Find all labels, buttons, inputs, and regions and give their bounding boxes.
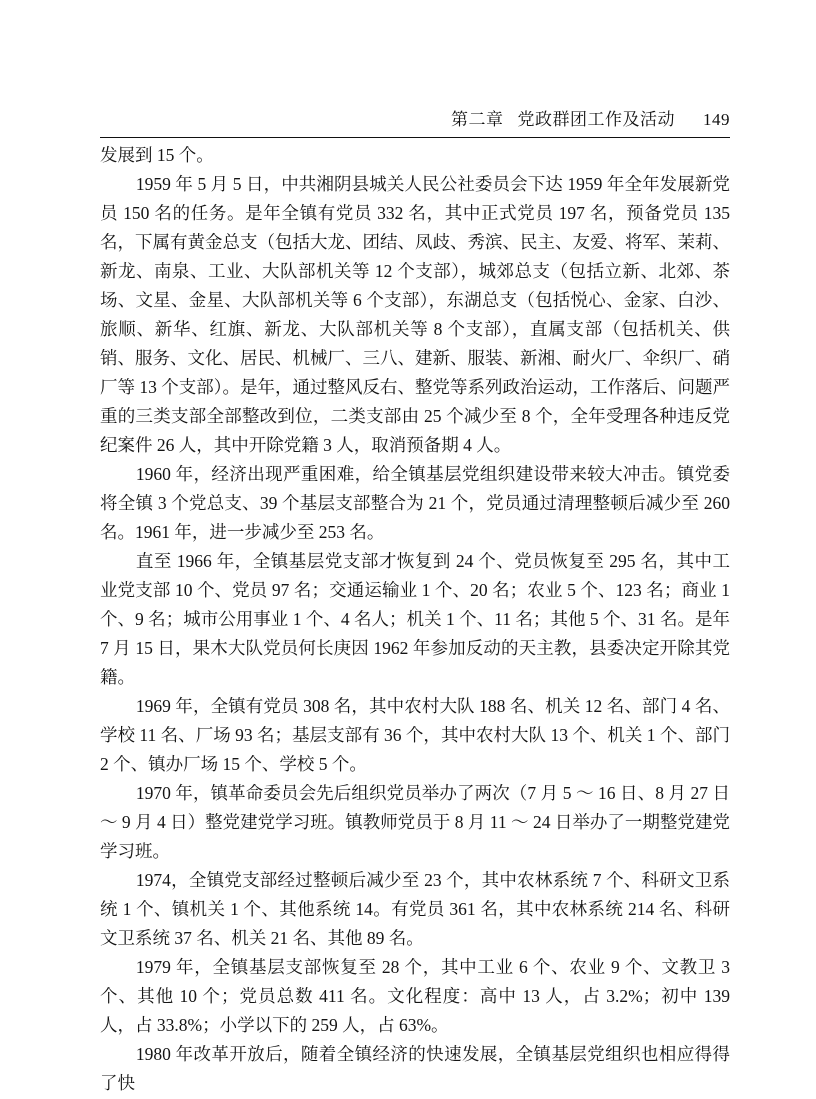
chapter-label: 第二章 — [451, 110, 504, 129]
paragraph-1980: 1980 年改革开放后，随着全镇经济的快速发展，全镇基层党组织也相应得得了快 — [100, 1044, 730, 1093]
page-number: 149 — [703, 110, 730, 129]
paragraph-1979: 1979 年，全镇基层支部恢复至 28 个，其中工业 6 个、农业 9 个、文教卫 3 个、其他 10 个；党员总数 411 名。文化程度：高中 13 人，占 3.2%；初中 139 人，占 33.8%；小学以下的 259 人，占 63%。 — [100, 957, 730, 1035]
page-body — [100, 141, 730, 1098]
chapter-title: 党政群团工作及活动 — [517, 110, 675, 129]
paragraph-1970: 1970 年，镇革命委员会先后组织党员举办了两次（7 月 5 ～ 16 日、8 月 27 日～ 9 月 4 日）整党建党学习班。镇教师党员于 8 月 11 ～ 24 日举办了一期整党建党学习班。 — [100, 783, 730, 861]
page-header — [100, 108, 730, 132]
paragraph-1960: 1960 年，经济出现严重困难，给全镇基层党组织建设带来较大冲击。镇党委将全镇 3 个党总支、39 个基层支部整合为 21 个，党员通过清理整顿后减少至 260 名。1961 年，进一步减少至 253 名。 — [100, 464, 730, 542]
paragraph-1969: 1969 年，全镇有党员 308 名，其中农村大队 188 名、机关 12 名、部门 4 名、学校 11 名、厂场 93 名；基层支部有 36 个，其中农村大队 13 个、机关 1 个、部门 2 个、镇办厂场 15 个、学校 5 个。 — [100, 696, 730, 774]
header-rule — [100, 137, 730, 138]
paragraph-1966: 直至 1966 年，全镇基层党支部才恢复到 24 个、党员恢复至 295 名，其中工业党支部 10 个、党员 97 名；交通运输业 1 个、20 名；农业 5 个、123 名；商业 1 个、9 名；城市公用事业 1 个、4 名人；机关 1 个、11 名；其他 5 个、31 名。是年 7 月 15 日，果木大队党员何长庚因 1962 年参加反动的天主教，县委决定开除其党籍。 — [100, 551, 730, 687]
paragraph-1974: 1974，全镇党支部经过整顿后减少至 23 个，其中农林系统 7 个、科研文卫系统 1 个、镇机关 1 个、其他系统 14。有党员 361 名，其中农林系统 214 名、科研文卫系统 37 名、机关 21 名、其他 89 名。 — [100, 870, 730, 948]
paragraph-1959: 1959 年 5 月 5 日，中共湘阴县城关人民公社委员会下达 1959 年全年发展新党员 150 名的任务。是年全镇有党员 332 名，其中正式党员 197 名，预备党员 135 名，下属有黄金总支（包括大龙、团结、凤歧、秀滨、民主、友爱、将军、茉莉、新龙、南泉、工业、大队部机关等 12 个支部），城郊总支（包括立新、北郊、茶场、文星、金星、大队部机关等 6 个支部），东湖总支（包括悦心、金家、白沙、旅顺、新华、红旗、新龙、大队部机关等 8 个支部），直属支部（包括机关、供销、服务、文化、居民、机械厂、三八、建新、服装、新湘、耐火厂、伞织厂、硝厂等 13 个支部）。是年，通过整风反右、整党等系列政治运动，工作落后、问题严重的三类支部全部整改到位，二类支部由 25 个减少至 8 个，全年受理各种违反党纪案件 26 人，其中开除党籍 3 人，取消预备期 4 人。 — [100, 174, 730, 455]
paragraph-continuation: 发展到 15 个。 — [100, 145, 214, 165]
